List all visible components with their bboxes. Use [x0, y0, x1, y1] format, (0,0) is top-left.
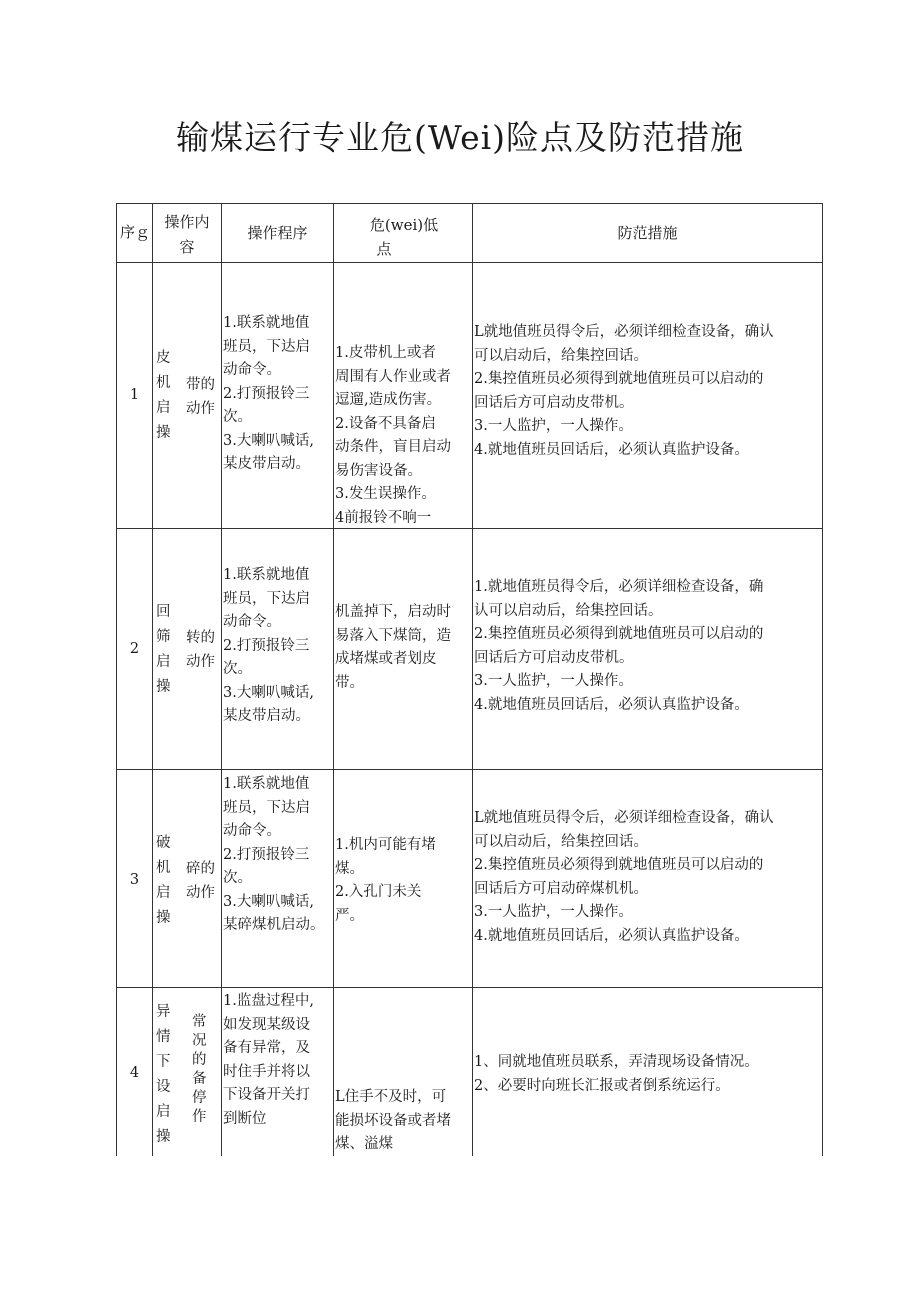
row-content-right: 转的 动作 [186, 630, 215, 670]
row-content-left: 回 筛 启 操 [156, 604, 171, 695]
row-procedure: 1.联系就地值 班员，下达启 动命令。 2.打预报铃三 次。 3.大喇叭喊话, 某皮带启动。 [223, 567, 314, 724]
row-procedure: 1.联系就地值 班员，下达启 动命令。 2.打预报铃三 次。 3.大喇叭喊话, 某皮带启动。 [223, 315, 314, 472]
row-content-left: 异 情 下 设 启 操 [156, 1004, 171, 1145]
row-seq: 3 [129, 872, 140, 888]
row-content-left: 破 机 启 操 [156, 835, 171, 926]
header-danger-line2: 点 [376, 240, 392, 258]
table-border-right [822, 203, 823, 1156]
header-content-line2: 容 [179, 238, 195, 256]
row-procedure: 1.监盘过程中, 如发现某级设 备有异常，及 时住手并将以 下设备开关打 到断位 [223, 993, 314, 1127]
row-seq: 4 [129, 1065, 140, 1081]
row-danger: 1.皮带机上或者 周围有人作业或者 逗遛,造成伤害。 2.设备不具备启 动条件，盲目启动 易伤害设备。 3.发生误操作。 4前报铃不响一 [335, 345, 451, 526]
header-danger-line1: 危(wei)低 [369, 216, 439, 234]
table-row-divider [116, 769, 823, 770]
table-col-divider [221, 203, 222, 1156]
row-danger: L住手不及时，可 能损坏设备或者堵 煤、溢煤 [335, 1089, 451, 1152]
header-procedure: 操作程序 [247, 224, 308, 242]
table-col-divider [333, 203, 334, 1156]
header-seq: 序ｇ [120, 223, 151, 241]
header-measures: 防范措施 [617, 224, 678, 242]
row-measures: L就地值班员得令后，必须详细检查设备，确认 可以启动后，给集控回话。 2.集控值班员必须得到就地值班员可以启动的 回话后方可启动皮带机。 3.一人监护，一人操作。 4.就地值班员回话后，必须认真监护设备。 [474, 324, 774, 458]
row-procedure: 1.联系就地值 班员，下达启 动命令。 2.打预报铃三 次。 3.大喇叭喊话, 某碎煤机启动。 [223, 776, 325, 933]
row-seq: 1 [129, 387, 140, 403]
table-row-divider [116, 987, 823, 988]
table-border-top [116, 203, 823, 204]
row-content-right: 带的 动作 [186, 377, 215, 417]
table-header-divider [116, 262, 823, 263]
row-danger: 机盖掉下，启动时 易落入下煤筒，造 成堵煤或者划皮 带。 [335, 604, 451, 691]
row-measures: 1.就地值班员得令后，必须详细检查设备，确 认可以启动后，给集控回话。 2.集控值班员必须得到就地值班员可以启动的 回话后方可启动皮带机。 3.一人监护，一人操作。 4.就地值班员回话后，必须认真监护设备。 [474, 579, 764, 713]
row-measures: 1、同就地值班员联系，弄清现场设备情况。 2、必要时向班长汇报或者倒系统运行。 [474, 1054, 759, 1094]
page-title: 输煤运行专业危(Wei)险点及防范措施 [175, 118, 745, 157]
row-seq: 2 [129, 641, 140, 657]
row-danger: 1.机内可能有堵 煤。 2.入孔门未关 严。 [335, 837, 436, 924]
header-content-line1: 操作内 [164, 213, 210, 231]
table-col-divider [152, 203, 153, 1156]
row-content-right: 碎的 动作 [186, 861, 215, 901]
row-measures: L就地值班员得令后，必须详细检查设备，确认 可以启动后，给集控回话。 2.集控值班员必须得到就地值班员可以启动的 回话后方可启动碎煤机机。 3.一人监护，一人操作。 4.就地值班员回话后，必须认真监护设备。 [474, 810, 774, 944]
table-col-divider [472, 203, 473, 1156]
table-border-left [116, 203, 117, 1156]
row-content-right: 常 况 的 备 停 作 [192, 1014, 207, 1125]
row-content-left: 皮 机 启 操 [156, 350, 171, 441]
